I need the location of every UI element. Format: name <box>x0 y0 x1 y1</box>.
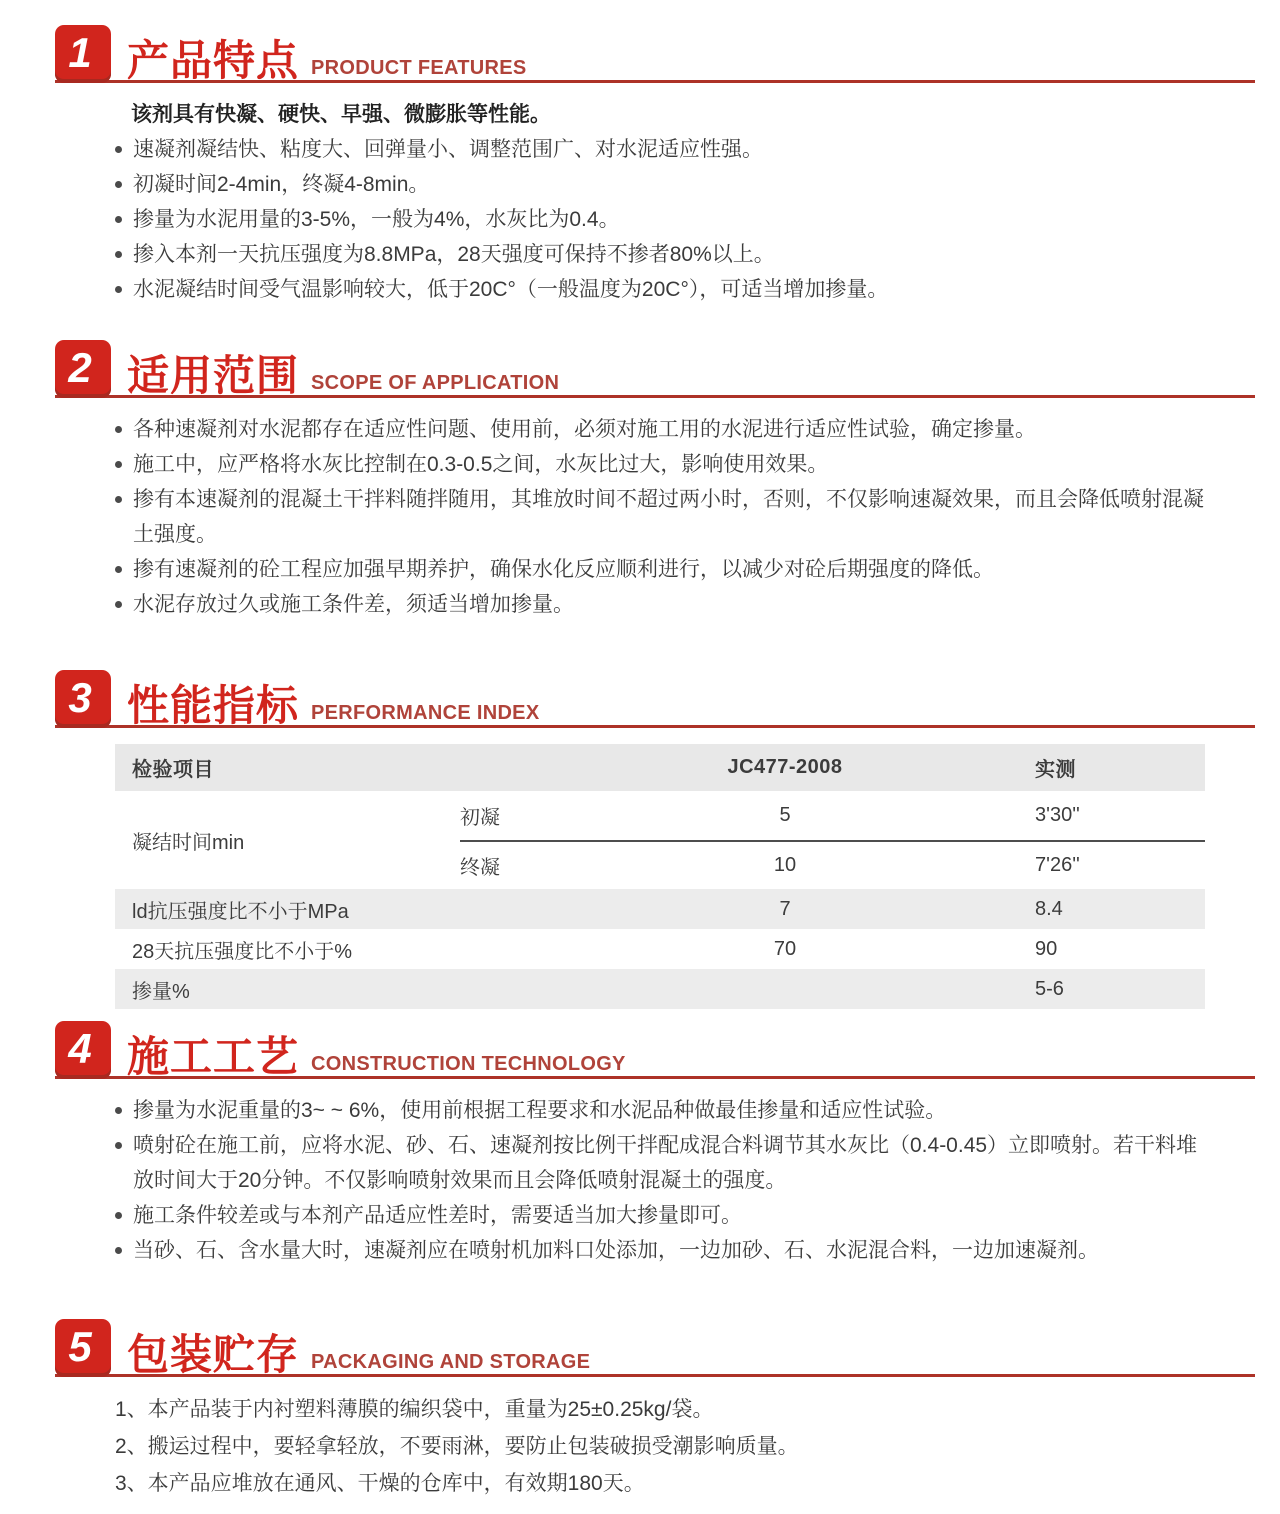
cell-sub-label: 初凝 <box>460 807 500 829</box>
list-item: 掺量为水泥重量的3~ ~ 6%，使用前根据工程要求和水泥品种做最佳掺量和适应性试验。 <box>115 1093 1208 1128</box>
cell-item-label: 28天抗压强度比不小于% <box>132 940 353 963</box>
cell-sub-label: 终凝 <box>460 857 500 879</box>
section-title-en: PACKAGING AND STORAGE <box>311 1351 591 1373</box>
cell-measured-value: 8.4 <box>1035 897 1063 920</box>
bullet-dot-icon <box>115 1212 122 1219</box>
section-title-zh: 施工工艺 <box>127 1033 300 1080</box>
table-subrow-final-set <box>460 840 1205 889</box>
section-packaging-storage <box>0 1319 1280 1502</box>
bullet-dot-icon <box>115 1107 122 1114</box>
list-item: 施工中，应严格将水灰比控制在0.3-0.5之间，水灰比过大，影响使用效果。 <box>115 447 1208 482</box>
table-row-1d-strength <box>115 889 1205 929</box>
cell-standard-value: 10 <box>773 854 797 876</box>
list-item: 掺有本速凝剂的混凝土干拌料随拌随用，其堆放时间不超过两小时，否则，不仅影响速凝效果，而且会降低喷射混凝土强度。 <box>115 482 1208 552</box>
section-title-zh: 适用范围 <box>127 352 300 399</box>
section-title-zh: 性能指标 <box>127 682 300 729</box>
table-header-row <box>115 744 1205 791</box>
list-item: 3、本产品应堆放在通风、干燥的仓库中，有效期180天。 <box>115 1472 645 1495</box>
list-item: 速凝剂凝结快、粘度大、回弹量小、调整范围广、对水泥适应性强。 <box>115 132 1208 167</box>
bullet-dot-icon <box>115 146 122 153</box>
bullet-dot-icon <box>115 1142 122 1149</box>
list-item: 施工条件较差或与本剂产品适应性差时，需要适当加大掺量即可。 <box>115 1198 1208 1233</box>
bullet-dot-icon <box>115 286 122 293</box>
section-body <box>0 83 1280 307</box>
list-item: 掺有速凝剂的砼工程应加强早期养护，确保水化反应顺利进行，以减少对砼后期强度的降低。 <box>115 552 1208 587</box>
section-body <box>0 728 1280 1009</box>
section-number-badge: 3 <box>55 670 111 728</box>
section-performance-index <box>0 670 1280 1009</box>
column-header-measured: 实测 <box>1035 759 1076 781</box>
section-title-zh: 包装贮存 <box>127 1331 300 1378</box>
section-number-badge: 4 <box>55 1021 111 1079</box>
bullet-dot-icon <box>115 181 122 188</box>
intro-text: 该剂具有快凝、硬快、早强、微膨胀等性能。 <box>131 103 551 126</box>
cell-measured-value: 5-6 <box>1035 977 1064 1000</box>
section-title-zh: 产品特点 <box>127 37 300 84</box>
section-body <box>0 1079 1280 1268</box>
section-title-en: CONSTRUCTION TECHNOLOGY <box>311 1053 626 1075</box>
bullet-dot-icon <box>115 601 122 608</box>
table-row-dosage <box>115 969 1205 1009</box>
bullet-dot-icon <box>115 426 122 433</box>
section-scope-of-application <box>0 340 1280 622</box>
section-number-badge: 2 <box>55 340 111 398</box>
section-title-en: SCOPE OF APPLICATION <box>311 372 560 394</box>
table-subrow-initial-set <box>460 791 1205 840</box>
bullet-dot-icon <box>115 566 122 573</box>
list-item: 喷射砼在施工前，应将水泥、砂、石、速凝剂按比例干拌配成混合料调节其水灰比（0.4-0.45）立即喷射。若干料堆放时间大于20分钟。不仅影响喷射效果而且会降低喷射混凝土的强度。 <box>115 1128 1208 1198</box>
list-item: 水泥凝结时间受气温影响较大，低于20C°（一般温度为20C°），可适当增加掺量。 <box>115 272 1208 307</box>
cell-standard-value: 70 <box>773 937 797 960</box>
section-header <box>55 1021 1255 1079</box>
list-item: 1、本产品装于内衬塑料薄膜的编织袋中，重量为25±0.25kg/袋。 <box>115 1398 714 1421</box>
list-item: 2、搬运过程中，要轻拿轻放，不要雨淋，要防止包装破损受潮影响质量。 <box>115 1435 799 1458</box>
bullet-dot-icon <box>115 216 122 223</box>
cell-item-label: 凝结时间min <box>132 831 245 854</box>
bullet-dot-icon <box>115 1247 122 1254</box>
cell-standard-value: 5 <box>779 804 791 826</box>
section-title-en: PRODUCT FEATURES <box>311 57 527 79</box>
list-item: 水泥存放过久或施工条件差，须适当增加掺量。 <box>115 587 1208 622</box>
section-header <box>55 1319 1255 1377</box>
list-item: 当砂、石、含水量大时，速凝剂应在喷射机加料口处添加，一边加砂、石、水泥混合料，一边加速凝剂。 <box>115 1233 1208 1268</box>
section-product-features <box>0 25 1280 307</box>
performance-table <box>115 744 1205 1009</box>
list-item: 掺量为水泥用量的3-5%，一般为4%，水灰比为0.4。 <box>115 202 1208 237</box>
table-row-28d-strength <box>115 929 1205 969</box>
cell-measured-value: 3'30'' <box>1035 804 1080 826</box>
section-body <box>0 1377 1280 1502</box>
list-item: 各种速凝剂对水泥都存在适应性问题、使用前，必须对施工用的水泥进行适应性试验，确定掺量。 <box>115 412 1208 447</box>
section-construction-technology <box>0 1021 1280 1268</box>
section-body <box>0 398 1280 622</box>
bullet-dot-icon <box>115 496 122 503</box>
section-number-badge: 1 <box>55 25 111 83</box>
section-header <box>55 340 1255 398</box>
section-header <box>55 25 1255 83</box>
section-title-en: PERFORMANCE INDEX <box>311 702 540 724</box>
column-header-item: 检验项目 <box>132 759 214 781</box>
list-item: 初凝时间2-4min，终凝4-8min。 <box>115 167 1208 202</box>
cell-measured-value: 7'26'' <box>1035 854 1080 876</box>
cell-item-label: 掺量% <box>132 980 190 1003</box>
bullet-dot-icon <box>115 251 122 258</box>
cell-measured-value: 90 <box>1035 937 1058 960</box>
section-number-badge: 5 <box>55 1319 111 1377</box>
bullet-dot-icon <box>115 461 122 468</box>
section-header <box>55 670 1255 728</box>
column-header-standard: JC477-2008 <box>727 756 843 778</box>
list-item: 掺入本剂一天抗压强度为8.8MPa，28天强度可保持不掺者80%以上。 <box>115 237 1208 272</box>
cell-standard-value: 7 <box>779 897 791 920</box>
cell-item-label: ld抗压强度比不小于MPa <box>132 900 349 923</box>
table-row-setting-time <box>115 791 1205 889</box>
